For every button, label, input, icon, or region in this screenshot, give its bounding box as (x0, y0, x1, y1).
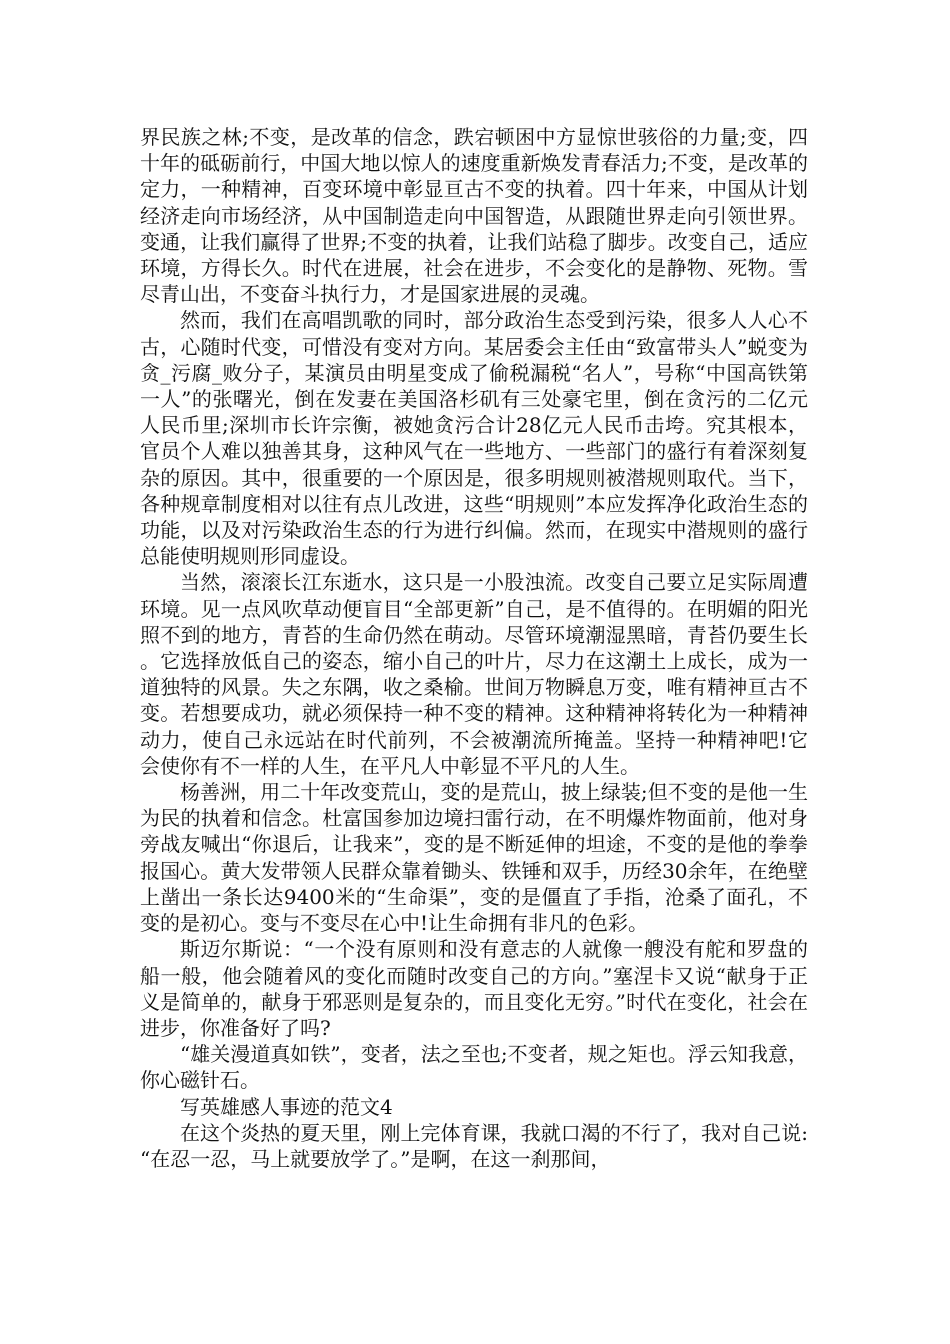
paragraph-smiles-quote: 斯迈尔斯说：“一个没有原则和没有意志的人就像一艘没有舵和罗盘的船一般，他会随着风的变化而随时改变自己的方向。”塞涅卡又说“献身于正义是简单的，献身于邪恶则是复杂的，而且变化无穷。”时代在变化，社会在进步，你准备好了吗? (140, 937, 808, 1040)
paragraph-political-ecology: 然而，我们在高唱凯歌的同时，部分政治生态受到污染，很多人人心不古，心随时代变，可惜没有变对方向。某居委会主任由“致富带头人”蜕变为贪_污腐_败分子，某演员由明星变成了偷税漏税“名人”，号称“中国高铁第一人”的张曙光，倒在发妻在美国洛杉矶有三处豪宅里，倒在贪污的二亿元人民币里;深圳市长许宗衡，被她贪污合计28亿元人民币击垮。究其根本，官员个人难以独善其身，这种风气在一些地方、一些部门的盛行有着深刻复杂的原因。其中，很重要的一个原因是，很多明规则被潜规则取代。当下，各种规章制度相对以往有点儿改进，这些“明规则”本应发挥净化政治生态的功能，以及对污染政治生态的行为进行纠偏。然而，在现实中潜规则的盛行总能使明规则形同虚设。 (140, 308, 808, 569)
paragraph-moss-spirit: 当然，滚滚长江东逝水，这只是一小股浊流。改变自己要立足实际周遭环境。见一点风吹草动便盲目“全部更新”自己，是不值得的。在明媚的阳光照不到的地方，青苔的生命仍然在萌动。尽管环境潮湿黑暗，青苔仍要生长。它选择放低自己的姿态，缩小自己的叶片，尽力在这潮土上成长，成为一道独特的风景。失之东隅，收之桑榆。世间万物瞬息万变，唯有精神亘古不变。若想要成功，就必须保持一种不变的精神。这种精神将转化为一种精神动力，使自己永远站在时代前列，不会被潮流所掩盖。坚持一种精神吧!它会使你有不一样的人生，在平凡人中彰显不平凡的人生。 (140, 570, 808, 778)
paragraph-reform-decades: 界民族之林;不变，是改革的信念，跌宕顿困中方显惊世骇俗的力量;变，四十年的砥砺前行，中国大地以惊人的速度重新焕发青春活力;不变，是改革的定力，一种精神，百变环境中彰显亘古不变的执着。四十年来，中国从计划经济走向市场经济，从中国制造走向中国智造，从跟随世界走向引领世界。变通，让我们赢得了世界;不变的执着，让我们站稳了脚步。改变自己，适应环境，方得长久。时代在进展，社会在进步，不会变化的是静物、死物。雪尽青山出，不变奋斗执行力，才是国家进展的灵魂。 (140, 125, 808, 307)
paragraph-closing-verse: “雄关漫道真如铁”，变者，法之至也;不变者，规之矩也。浮云知我意，你心磁针石。 (140, 1042, 808, 1093)
document-page (140, 124, 808, 1172)
section-heading-essay-4: 写英雄感人事迹的范文4 (180, 1094, 393, 1119)
paragraph-heroes-examples: 杨善洲，用二十年改变荒山，变的是荒山，披上绿装;但不变的是他一生为民的执着和信念。杜富国参加边境扫雷行动，在不明爆炸物面前，他对身旁战友喊出“你退后，让我来”，变的是不断延伸的坦途，不变的是他的拳拳报国心。黄大发带领人民群众靠着锄头、铁锤和双手，历经30余年，在绝壁上凿出一条长达9400米的“生命渠”，变的是僵直了手指，沧桑了面孔，不变的是初心。变与不变尽在心中!让生命拥有非凡的色彩。 (140, 780, 808, 936)
paragraph-hot-summer: 在这个炎热的夏天里，刚上完体育课，我就口渴的不行了，我对自己说:“在忍一忍，马上就要放学了。”是啊，在这一刹那间， (140, 1120, 808, 1171)
